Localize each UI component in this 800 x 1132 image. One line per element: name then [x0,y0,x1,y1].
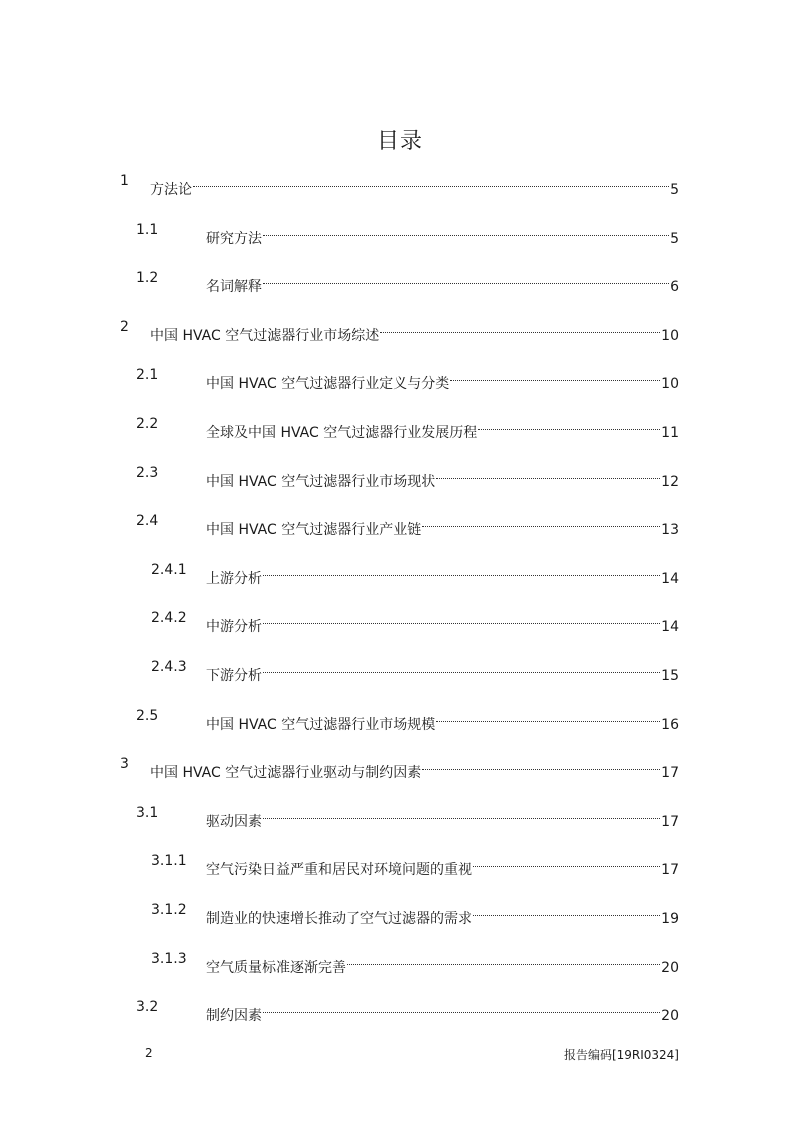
toc-entry[interactable] [0,800,800,830]
toc-entry[interactable] [0,314,800,344]
toc-entry-page: 15 [661,668,679,684]
toc-entry[interactable] [0,557,800,587]
toc-entry[interactable] [0,994,800,1025]
toc-entry-page: 17 [661,813,679,830]
toc-entry-title: 空气污染日益严重和居民对环境问题的重视 [206,862,472,879]
toc-entry-number: 1 [120,173,129,189]
toc-entry-page: 19 [661,911,679,927]
toc-entry-title: 中国 HVAC 空气过滤器行业市场规模 [206,716,436,733]
toc-entry-title: 全球及中国 HVAC 空气过滤器行业发展历程 [206,425,478,441]
toc-leader-dots [263,265,669,291]
toc-entry-number: 3.2 [136,999,159,1016]
toc-entry-title: 中国 HVAC 空气过滤器行业产业链 [206,522,422,539]
toc-entry-number: 1.2 [136,270,159,287]
toc-entry[interactable] [0,508,800,539]
toc-leader-dots [263,654,660,680]
toc-entry-number: 3.1.2 [151,902,187,918]
toc-leader-dots [450,362,660,388]
toc-entry[interactable] [0,751,800,782]
toc-entry-number: 2.4.3 [151,659,187,675]
toc-entry-title: 中游分析 [206,619,262,636]
toc-leader-dots [380,314,660,340]
toc-leader-dots [263,217,669,243]
toc-entry-title: 制造业的快速增长推动了空气过滤器的需求 [206,911,472,927]
toc-entry[interactable] [0,168,800,198]
toc-leader-dots [436,703,660,729]
toc-entry[interactable] [0,217,800,247]
toc-entry-page: 10 [661,376,679,393]
toc-entry[interactable] [0,703,800,733]
toc-entry-title: 驱动因素 [206,813,262,830]
toc-entry-number: 3.1.3 [151,950,187,967]
toc-entry-page: 17 [661,862,679,879]
toc-entry-page: 14 [661,570,679,587]
toc-entry-number: 3 [120,756,129,773]
toc-leader-dots [347,946,660,972]
toc-entry[interactable] [0,946,800,976]
toc-entry-page: 11 [661,425,679,441]
toc-leader-dots [436,460,660,486]
toc-entry-number: 2.4 [136,513,159,530]
toc-leader-dots [473,848,660,874]
toc-entry-number: 2.2 [136,416,159,432]
toc-entry-page: 16 [661,716,679,733]
toc-entry-page: 6 [670,279,679,296]
toc-leader-dots [422,508,660,534]
toc-leader-dots [193,168,669,194]
toc-entry[interactable] [0,362,800,393]
toc-entry-page: 14 [661,619,679,636]
toc-entry-title: 方法论 [150,182,192,198]
toc-entry[interactable] [0,460,800,490]
toc-entry-title: 制约因素 [206,1008,262,1025]
toc-entry-title: 中国 HVAC 空气过滤器行业市场现状 [206,473,436,490]
toc-leader-dots [478,411,660,437]
page-title: 目录 [376,129,423,154]
toc-entry[interactable] [0,848,800,879]
toc-entry-title: 中国 HVAC 空气过滤器行业驱动与制约因素 [150,765,422,782]
toc-entry[interactable] [0,265,800,296]
footer-report-code: 报告编码[19RI0324] [563,1048,679,1062]
toc-entry-number: 3.1 [136,804,159,821]
toc-entry-number: 2.4.2 [151,610,187,627]
toc-entry-number: 2.3 [136,464,159,481]
toc-entry-page: 20 [661,959,679,976]
toc-leader-dots [263,800,660,826]
toc-entry-page: 13 [661,522,679,539]
toc-leader-dots [263,557,660,583]
toc-entry-title: 上游分析 [206,570,262,587]
toc-entry-page: 10 [661,327,679,344]
toc-entry-page: 17 [661,765,679,782]
toc-entry-number: 2 [120,318,129,335]
toc-entry-page: 5 [670,182,679,198]
toc-entry-number: 2.4.1 [151,561,187,578]
toc-leader-dots [473,897,660,923]
toc-leader-dots [263,994,660,1020]
toc-entry[interactable] [0,605,800,636]
toc-entry-title: 中国 HVAC 空气过滤器行业市场综述 [150,327,380,344]
toc-entry-title: 下游分析 [206,668,262,684]
toc-leader-dots [422,751,660,777]
toc-entry[interactable] [0,654,800,684]
toc-entry-title: 研究方法 [206,230,262,247]
toc-entry[interactable] [0,411,800,441]
toc-leader-dots [263,605,660,631]
toc-entry-number: 2.5 [136,707,159,724]
toc-entry-title: 空气质量标准逐渐完善 [206,959,346,976]
footer-page-number: 2 [145,1046,153,1060]
toc-entry-page: 12 [661,473,679,490]
toc-entry-number: 2.1 [136,367,159,384]
toc-entry-title: 中国 HVAC 空气过滤器行业定义与分类 [206,376,450,393]
toc-entry[interactable] [0,897,800,927]
toc-entry-page: 5 [670,230,679,247]
toc-entry-page: 20 [661,1008,679,1025]
toc-entry-number: 3.1.1 [151,853,187,870]
toc-entry-number: 1.1 [136,221,159,238]
toc-entry-title: 名词解释 [206,279,262,296]
